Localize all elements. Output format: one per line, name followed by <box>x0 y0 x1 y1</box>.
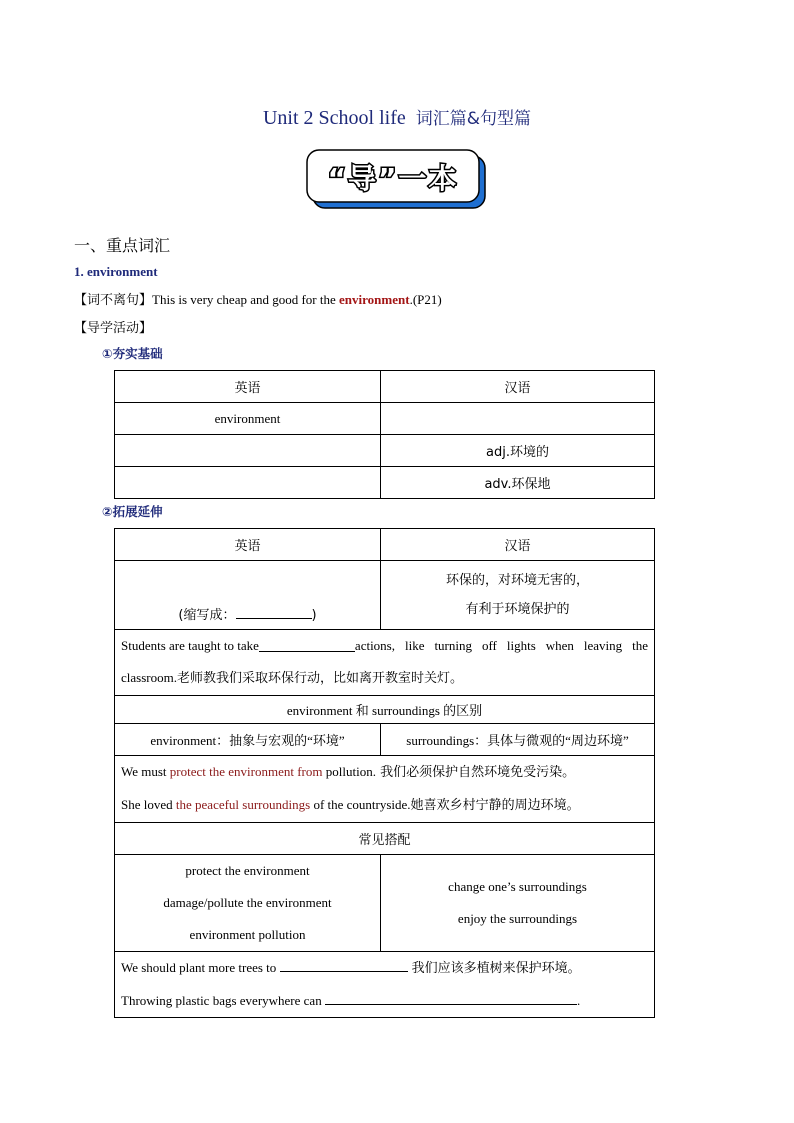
sentence-line-1 <box>121 630 648 662</box>
table-row <box>115 435 655 467</box>
example-word: environment <box>339 292 410 307</box>
table-header-row <box>115 371 655 403</box>
table-row <box>115 756 655 823</box>
header-english: 英语 <box>115 529 381 561</box>
ex-translation: 我们必须保护自然环境免受污染。 <box>375 765 576 780</box>
table-row <box>115 696 655 724</box>
colloc-item: change one’s surroundings <box>448 879 587 894</box>
ex-highlight: the peaceful surroundings <box>175 797 311 812</box>
table-row <box>115 630 655 696</box>
colloc-item: protect the environment <box>185 863 310 878</box>
diff-left: environment：抽象与宏观的“环境” <box>115 724 381 756</box>
cell-english: environment <box>115 403 381 435</box>
example-tag: 【词不离句】 <box>74 293 153 308</box>
colloc-left-cell <box>115 855 381 952</box>
fill-part: . <box>576 993 581 1008</box>
ex-highlight: protect the environment from <box>169 764 323 779</box>
fill-translation: 我们应该多植树来保护环境。 <box>407 961 581 976</box>
sentence-part: Students are taught to take <box>121 638 259 653</box>
ex-part: of the countryside. <box>310 797 411 812</box>
meaning-line: 有利于环境保护的 <box>465 602 570 617</box>
fill-part: We should plant more trees to <box>121 960 280 975</box>
page-title <box>0 104 794 130</box>
table-row <box>115 855 655 952</box>
example-after: .(P21) <box>409 292 442 307</box>
colloc-item: environment pollution <box>189 927 306 942</box>
answer-cell[interactable] <box>115 435 381 467</box>
table-row <box>115 724 655 756</box>
ex-translation: 她喜欢乡村宁静的周边环境。 <box>410 798 580 813</box>
fill-blank[interactable] <box>325 1003 577 1005</box>
meaning-line: 环保的，对环境无害的， <box>445 573 589 588</box>
sentence-part: classroom. <box>121 670 177 685</box>
fill-blank[interactable] <box>280 970 408 972</box>
abbr-blank[interactable] <box>236 617 312 619</box>
title-en: Unit 2 School life <box>262 107 406 129</box>
header-english: 英语 <box>115 371 381 403</box>
sentence-blank[interactable] <box>259 650 355 652</box>
basics-table <box>114 370 655 499</box>
fill-line-1 <box>121 952 648 985</box>
fill-line-2 <box>121 985 648 1017</box>
ex-part: She loved <box>121 797 176 812</box>
abbr-prefix: (缩写成： <box>178 608 236 623</box>
title-zh: 词汇篇&句型篇 <box>415 109 532 129</box>
ex-part: We must <box>121 764 170 779</box>
ex-part: pollution. <box>322 764 376 779</box>
abbr-cell <box>115 561 381 630</box>
meaning-cell <box>381 561 655 630</box>
diff-title: environment 和 surroundings 的区别 <box>115 696 655 724</box>
answer-cell[interactable] <box>381 403 655 435</box>
extension-table <box>114 528 655 1018</box>
answer-cell[interactable] <box>115 467 381 499</box>
table-row <box>115 823 655 855</box>
sentence-cell <box>115 630 655 696</box>
subsection-basics: ①夯实基础 <box>102 346 163 361</box>
fill-cell <box>115 952 655 1018</box>
header-chinese: 汉语 <box>381 371 655 403</box>
activity-heading: 【导学活动】 <box>74 321 153 336</box>
cell-chinese: adv.环保地 <box>381 467 655 499</box>
example-sentence <box>74 289 442 308</box>
header-chinese: 汉语 <box>381 529 655 561</box>
badge-guide-logo <box>305 148 487 210</box>
table-row <box>115 952 655 1018</box>
subsection-extension: ②拓展延伸 <box>102 504 163 519</box>
table-header-row <box>115 529 655 561</box>
cell-chinese: adj.环境的 <box>381 435 655 467</box>
abbr-suffix: ) <box>311 608 317 623</box>
example-line-2 <box>121 789 648 822</box>
sentence-translation: 老师教我们采取环保行动，比如离开教室时关灯。 <box>176 671 463 686</box>
section-heading: 一、重点词汇 <box>74 236 171 255</box>
table-row <box>115 403 655 435</box>
table-row <box>115 467 655 499</box>
colloc-item: enjoy the surroundings <box>457 911 578 926</box>
fill-part: Throwing plastic bags everywhere can <box>121 993 325 1008</box>
sentence-line-2 <box>121 662 648 695</box>
colloc-item: damage/pollute the environment <box>163 895 332 910</box>
badge-text: “导”一本 <box>327 162 459 195</box>
example-line-1 <box>121 756 648 789</box>
sentence-part: actions, like turning off lights when leaving the <box>354 638 648 653</box>
examples-cell <box>115 756 655 823</box>
colloc-right-cell <box>381 855 655 952</box>
colloc-title: 常见搭配 <box>115 823 655 855</box>
table-row <box>115 561 655 630</box>
diff-right: surroundings：具体与微观的“周边环境” <box>381 724 655 756</box>
example-before: This is very cheap and good for the <box>152 292 340 307</box>
vocab-word-heading: 1. environment <box>74 264 158 279</box>
